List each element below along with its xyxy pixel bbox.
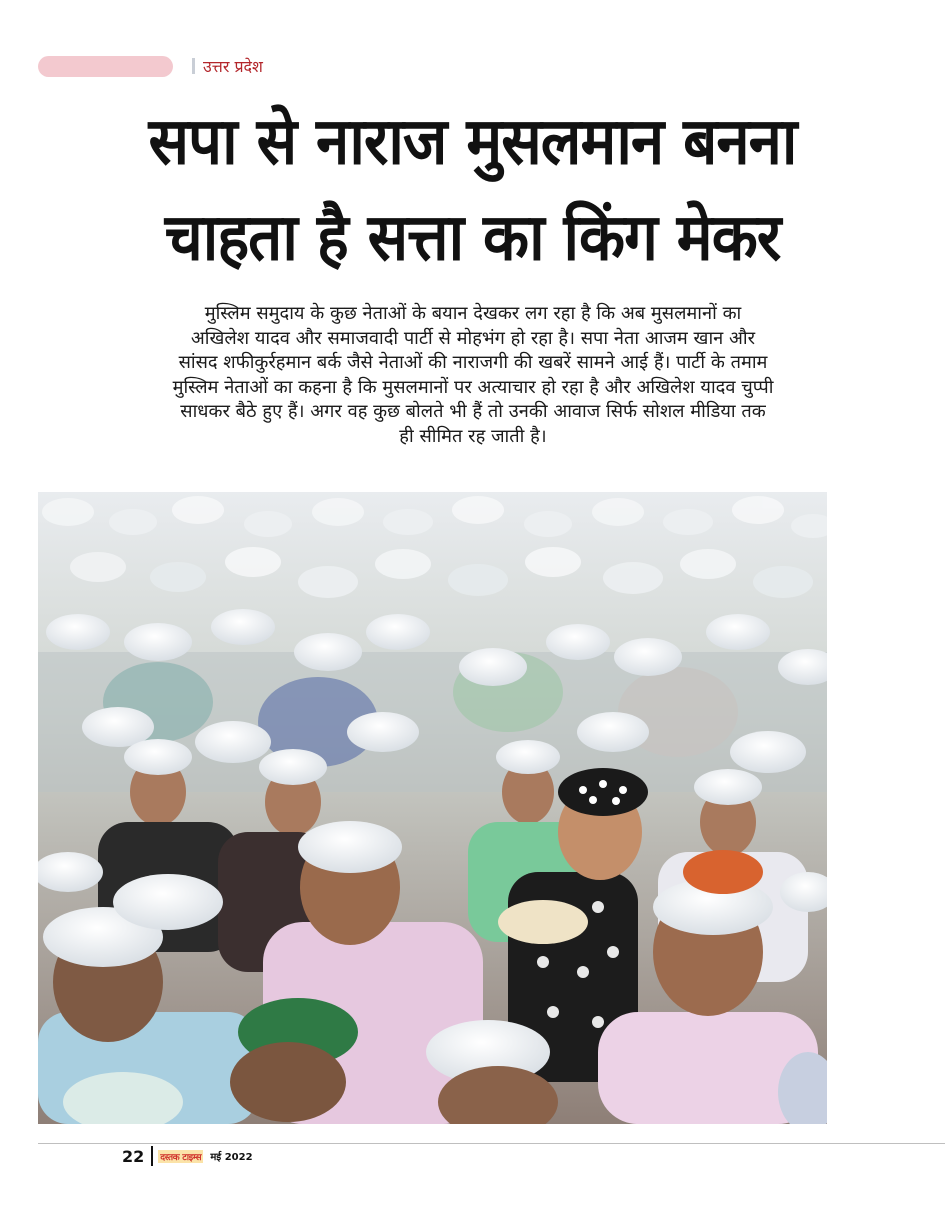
section-divider <box>192 58 195 74</box>
headline <box>60 94 885 286</box>
publication-logo: दस्तक टाइम्स <box>158 1150 203 1163</box>
issue-date: मई 2022 <box>210 1152 253 1163</box>
intro-line: सांसद शफीकुर्रहमान बर्क जैसे नेताओं की नाराजगी की खबरें सामने आई हैं। पार्टी के तमाम <box>178 352 768 374</box>
section-name: उत्तर प्रदेश <box>203 57 263 76</box>
crowd-photo-image <box>38 492 827 1124</box>
intro-line: मुस्लिम समुदाय के कुछ नेताओं के बयान देखकर लग रहा है कि अब मुसलमानों का <box>204 303 742 324</box>
headline-line-2: चाहता है सत्ता का किंग मेकर <box>164 200 781 276</box>
footer <box>122 1145 253 1167</box>
footer-rule <box>38 1143 945 1144</box>
section-tag-pill <box>38 56 173 77</box>
section-label <box>192 54 263 78</box>
intro-line: अखिलेश यादव और समाजवादी पार्टी से मोहभंग हो रहा है। सपा नेता आजम खान और <box>190 327 756 349</box>
intro-line: मुस्लिम नेताओं का कहना है कि मुसलमानों पर अत्याचार हो रहा है और अखिलेश यादव चुप्पी <box>172 376 774 398</box>
intro-paragraph <box>128 302 818 450</box>
headline-line-1: सपा से नाराज मुसलमान बनना <box>148 104 797 180</box>
intro-line: साधकर बैठे हुए हैं। अगर वह कुछ बोलते भी हैं तो उनकी आवाज सिर्फ सोशल मीडिया तक <box>180 401 766 423</box>
footer-divider <box>151 1146 153 1166</box>
crowd-photo <box>38 492 827 1124</box>
intro-line: ही सीमित रह जाती है। <box>399 425 547 447</box>
page-number: 22 <box>122 1146 145 1166</box>
